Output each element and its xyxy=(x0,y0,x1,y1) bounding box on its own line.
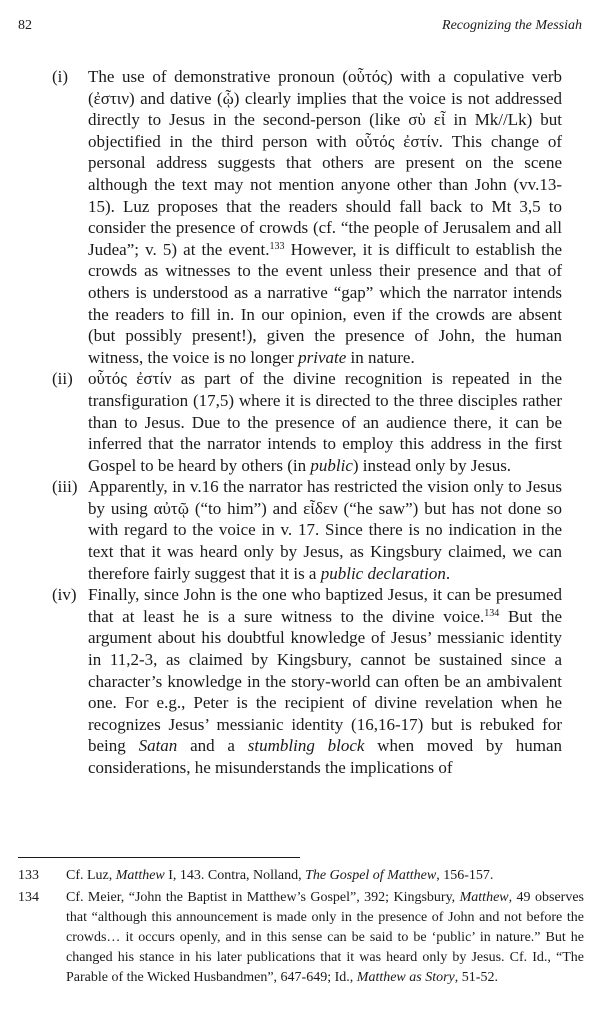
footnote-divider xyxy=(18,857,300,858)
page-number: 82 xyxy=(18,18,32,33)
footnote-title: Matthew as Story xyxy=(356,970,455,985)
emphasis: stumbling block xyxy=(247,736,365,756)
enumerated-list xyxy=(52,66,562,779)
item-text: Apparently, in v.16 the narrator has restricted the vision only to Jesus by using αὐτῷ (“to him”) and εἶδεν (“he saw”) but has not done so with regard to the voice in v. 17. Since there is no indication in the text that it was heard only by Jesus, as Kingsbury claimed, we can therefore fairly suggest that it is a xyxy=(88,477,562,583)
list-item-iii xyxy=(52,476,562,584)
footnote-134 xyxy=(18,888,584,988)
item-marker: (iv) xyxy=(52,585,77,605)
item-marker: (ii) xyxy=(52,369,73,389)
item-text: in nature. xyxy=(346,347,415,367)
footnote-133 xyxy=(18,866,584,886)
item-marker: (i) xyxy=(52,67,69,86)
list-item-ii xyxy=(52,368,562,476)
list-item-iv xyxy=(52,584,562,778)
item-text: However, it is difficult to establish the crowds as witnesses to the event unless their presence and that of others is understood as a narrative “gap” which the narrator intends the readers to fill in. In our opinion, even if the crowds are absent (but possibly present!), given the presence of John, the human witness, the voice is no longer xyxy=(88,239,562,367)
item-text: But the argument about his doubtful knowledge of Jesus’ messianic identity in 11,2-3, as claimed by Kingsbury, cannot be sustained since a character’s knowledge in the story-world can often be an ambivalent one. For e.g., Peter is the recipient of divine revelation when he recognizes Jesus’ messianic identity (16,16-17) but is rebuked for being xyxy=(88,606,562,756)
footnote-text: , 51-52. xyxy=(454,970,498,985)
item-text: and a xyxy=(177,736,248,756)
footnote-text: Cf. Meier, “John the Baptist in Matthew’s Gospel”, 392; Kingsbury, xyxy=(66,890,460,905)
footnote-text: I, 143. Contra, Nolland, xyxy=(164,868,306,883)
footnote-ref-133[interactable]: 133 xyxy=(269,240,285,252)
footnote-text: , 49 observes that “although this announcement is made only in the presence of John and not before the crowds… it occurs openly, and in this sense can be said to be ‘public’ in nature.” But he changed his stance in his later publications that it was heard only by Jesus. Cf. Id., “The Parable of the Wicked Husbandmen”, 647-649; Id., xyxy=(66,890,584,985)
emphasis: private xyxy=(298,347,347,367)
running-title: Recognizing the Messiah xyxy=(442,18,582,33)
emphasis: Satan xyxy=(138,736,178,756)
footnote-title: Matthew xyxy=(115,868,165,883)
item-text: ) instead only by Jesus. xyxy=(352,455,512,475)
emphasis: public declaration xyxy=(320,563,446,583)
item-text: . xyxy=(445,563,451,583)
footnote-number: 134 xyxy=(18,890,39,905)
item-text: Finally, since John is the one who baptized Jesus, it can be presumed that at least he is a sure witness to the divine voice. xyxy=(88,585,562,626)
item-text: when moved by human considerations, he misunderstands the implications of xyxy=(88,736,562,777)
footnote-number: 133 xyxy=(18,868,39,883)
footnote-ref-134[interactable]: 134 xyxy=(484,607,500,619)
list-item-i xyxy=(52,66,562,368)
emphasis: public xyxy=(310,455,353,475)
item-text: The use of demonstrative pronoun (οὗτός) with a copulative verb (ἐστιν) and dative (ᾧ) clearly implies that the voice is not addressed directly to Jesus in the second-person (like σὺ εἶ in Mk//Lk) but objectified in the third person with οὗτός ἐστίν. This change of personal address suggests that others are present on the scene although the text may not mention anyone other than John (vv.13-15). Luz proposes that the readers should fall back to Mt 3,5 to consider the presence of crowds (cf. “the people of Jerusalem and all Judea”; v. 5) at the event. xyxy=(88,67,562,259)
item-marker: (iii) xyxy=(52,477,78,497)
footnote-title: Matthew xyxy=(459,890,509,905)
item-text: οὗτός ἐστίν as part of the divine recognition is repeated in the transfiguration (17,5) where it is directed to the three disciples rather than to Jesus. Due to the presence of an audience there, it can be inferred that the narrator intends to employ this address in the first Gospel to be heard by others (in xyxy=(88,369,562,475)
footnote-title: The Gospel of Matthew xyxy=(305,868,437,883)
footnotes xyxy=(18,866,584,990)
footnote-text: , 156-157. xyxy=(436,868,494,883)
page-header xyxy=(18,18,582,38)
footnote-text: Cf. Luz, xyxy=(66,868,116,883)
